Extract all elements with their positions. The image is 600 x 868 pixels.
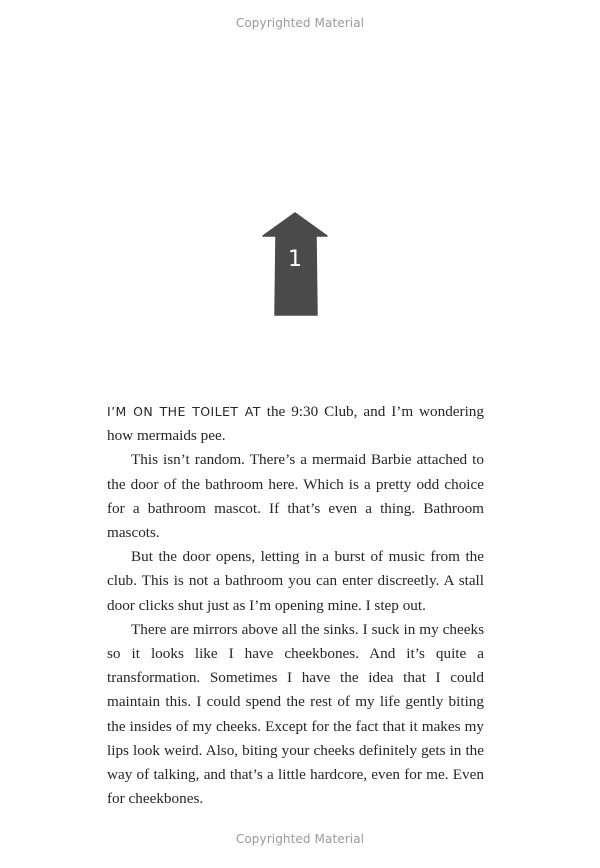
paragraph-3: But the door opens, letting in a burst of music from the club. This is not a bathroom you can enter discreetly. A stall door clicks shut just as I’m opening mine. I step out.	[107, 548, 484, 614]
chapter-marker	[261, 211, 329, 317]
chapter-body	[107, 400, 484, 811]
paragraph-1-text: the 9:30 Club, and I’m wondering how mermaids pee.	[107, 403, 484, 445]
copyright-watermark-top: Copyrighted Material	[235, 16, 365, 30]
chapter-number: 1	[288, 247, 302, 272]
paragraph-4: There are mirrors above all the sinks. I suck in my cheeks so it looks like I have cheekbones. And it’s quite a transformation. Sometimes I have the idea that I could maintain this. I could spend the rest of my life gently biting the insides of my cheeks. Except for the fact that it makes my lips look weird. Also, biting your cheeks definitely gets in the way of talking, and that’s a little hardcore, even for me. Even for cheekbones.	[107, 620, 484, 808]
paragraph-1	[107, 400, 484, 448]
paragraph-2: This isn’t random. There’s a mermaid Barbie attached to the door of the bathroom here. Which is a pretty odd choice for a bathroom mascot. If that’s even a thing. Bathroom mascots.	[107, 451, 484, 542]
copyright-watermark-bottom: Copyrighted Material	[235, 832, 365, 846]
paragraph-1-lead-in: I’M ON THE TOILET AT	[107, 404, 261, 419]
